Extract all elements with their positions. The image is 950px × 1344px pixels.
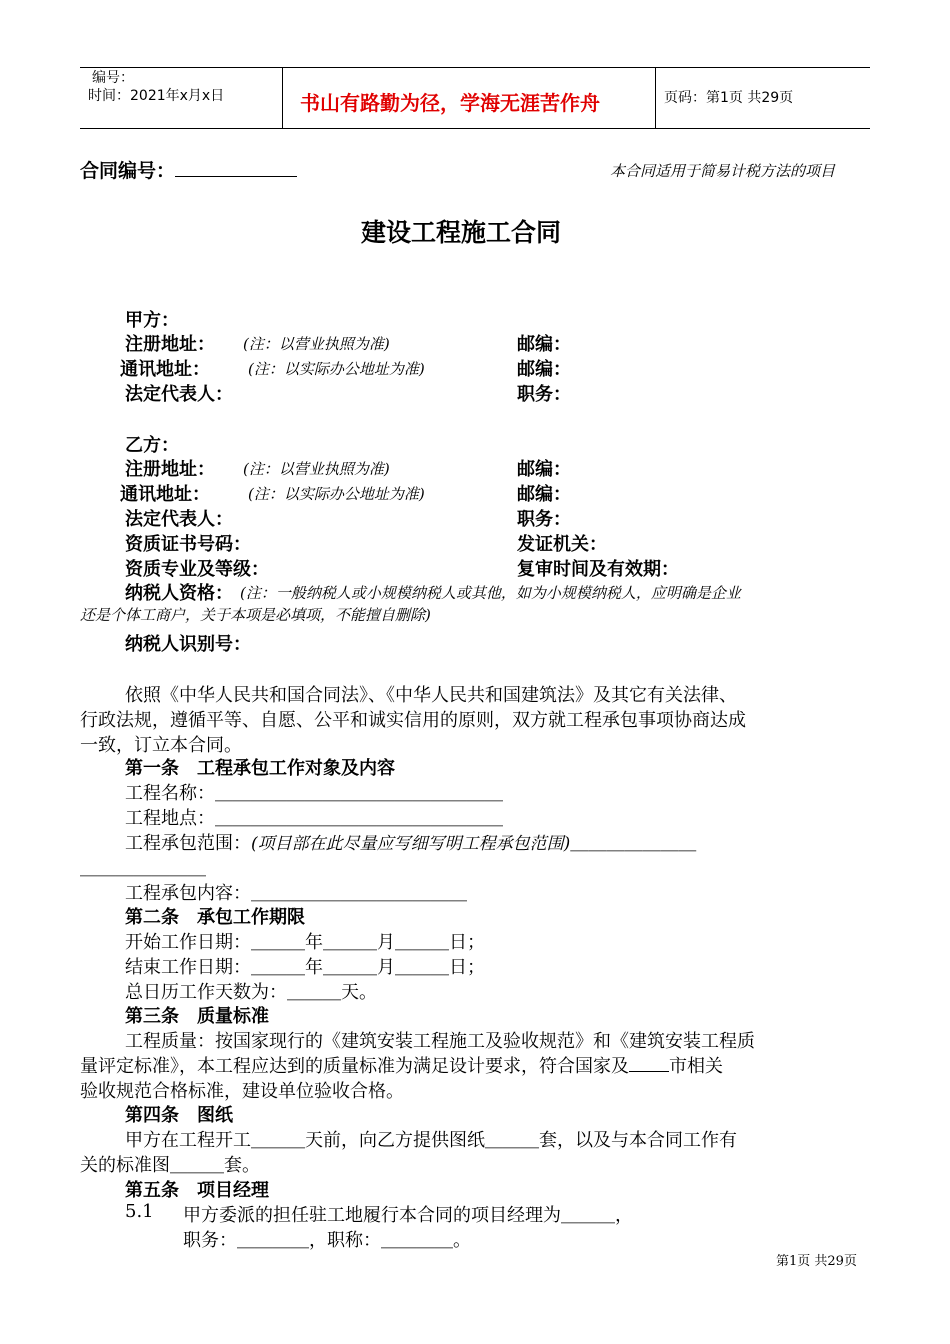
article-1-scope-blank-cont: ＿＿＿＿＿＿＿ xyxy=(80,858,206,879)
header-time: 时间：2021年x月x日 xyxy=(88,88,225,104)
party-b-review: 复审时间及有效期： xyxy=(517,559,679,580)
article-1-location: 工程地点：＿＿＿＿＿＿＿＿＿＿＿＿＿＿＿＿ xyxy=(125,808,503,829)
header-number: 编号： xyxy=(92,70,134,86)
preamble-line-1: 依照《中华人民共和国合同法》、《中华人民共和国建筑法》及其它有关法律、 xyxy=(125,685,737,706)
party-a-legal-rep: 法定代表人： xyxy=(125,384,233,405)
article-3-line-1: 工程质量：按国家现行的《建筑安装工程施工及验收规范》和《建筑安装工程质 xyxy=(125,1031,755,1052)
article-3-city-blank xyxy=(629,1054,669,1072)
header-page: 页码：第1页 共29页 xyxy=(664,90,794,106)
party-b-taxpayer-note-1: (注：一般纳税人或小规模纳税人或其他，如为小规模纳税人，应明确是企业 xyxy=(240,584,741,602)
header-bottom-rule xyxy=(80,128,870,129)
party-b-reg-addr: 注册地址： xyxy=(125,459,215,480)
preamble-line-2: 行政法规，遵循平等、自愿、公平和诚实信用的原则，双方就工程承包事项协商达成 xyxy=(80,710,746,731)
party-a-postcode-2: 邮编： xyxy=(517,359,571,380)
contract-number-text: 合同编号： xyxy=(80,160,176,182)
article-1-content: 工程承包内容：＿＿＿＿＿＿＿＿＿＿＿＿ xyxy=(125,883,467,904)
article-3-line-2-tail: 市相关 xyxy=(669,1056,723,1077)
party-b-reg-addr-note: (注：以营业执照为准) xyxy=(243,460,390,478)
contract-number-label xyxy=(80,156,297,183)
page-footer: 第1页 共29页 xyxy=(776,1254,857,1269)
header-motto: 书山有路勤为径，学海无涯苦作舟 xyxy=(300,91,600,115)
party-b-legal-rep: 法定代表人： xyxy=(125,509,233,530)
header-top-rule xyxy=(80,67,870,68)
article-4-heading: 第四条 图纸 xyxy=(125,1105,233,1126)
party-b-taxpayer-id: 纳税人识别号： xyxy=(125,634,251,655)
article-2-heading: 第二条 承包工作期限 xyxy=(125,907,305,928)
article-1-heading: 第一条 工程承包工作对象及内容 xyxy=(125,758,395,779)
party-a-postcode-1: 邮编： xyxy=(517,334,571,355)
preamble-line-3: 一致，订立本合同。 xyxy=(80,735,242,756)
party-a-reg-addr: 注册地址： xyxy=(125,334,215,355)
article-5-item-line-2: 职务：＿＿＿＿，职称：＿＿＿＿。 xyxy=(183,1230,471,1251)
party-b-taxpayer-label: 纳税人资格： xyxy=(125,583,233,604)
contract-number-blank xyxy=(175,158,297,177)
article-1-scope xyxy=(125,829,696,855)
article-1-name: 工程名称：＿＿＿＿＿＿＿＿＿＿＿＿＿＿＿＿ xyxy=(125,783,503,804)
header-divider xyxy=(282,67,283,129)
party-a-position: 职务： xyxy=(517,384,571,405)
party-b-taxpayer-note-2: 还是个体工商户，关于本项是必填项，不能擅自删除) xyxy=(80,606,431,624)
article-1-scope-blank: ＿＿＿＿＿＿＿ xyxy=(570,833,697,854)
article-4-line-2: 关的标准图＿＿＿套。 xyxy=(80,1155,260,1176)
article-3-line-2-text: 量评定标准》，本工程应达到的质量标准为满足设计要求，符合国家及 xyxy=(80,1056,629,1077)
party-b-cert-no: 资质证书号码： xyxy=(125,534,251,555)
article-2-start: 开始工作日期：＿＿＿年＿＿＿月＿＿＿日； xyxy=(125,932,485,953)
article-4-line-1: 甲方在工程开工＿＿＿天前，向乙方提供图纸＿＿＿套，以及与本合同工作有 xyxy=(125,1130,737,1151)
article-2-end: 结束工作日期：＿＿＿年＿＿＿月＿＿＿日； xyxy=(125,957,485,978)
party-b-label: 乙方： xyxy=(125,435,179,456)
party-b-qualification: 资质专业及等级： xyxy=(125,559,269,580)
article-3-line-2 xyxy=(80,1052,723,1078)
party-b-issuer: 发证机关： xyxy=(517,534,607,555)
party-b-comm-addr: 通讯地址： xyxy=(120,484,210,505)
article-1-scope-label: 工程承包范围： xyxy=(125,833,251,854)
party-a-label: 甲方： xyxy=(125,310,179,331)
party-a-comm-addr: 通讯地址： xyxy=(120,359,210,380)
party-b-comm-addr-note: (注：以实际办公地址为准) xyxy=(248,485,425,503)
article-5-item-no: 5.1 xyxy=(125,1201,154,1222)
party-b-postcode-2: 邮编： xyxy=(517,484,571,505)
party-a-comm-addr-note: (注：以实际办公地址为准) xyxy=(248,360,425,378)
party-a-reg-addr-note: (注：以营业执照为准) xyxy=(243,335,390,353)
article-1-scope-note: (项目部在此尽量应写细写明工程承包范围) xyxy=(251,834,571,854)
article-3-line-3: 验收规范合格标准，建设单位验收合格。 xyxy=(80,1081,404,1102)
applicable-note: 本合同适用于简易计税方法的项目 xyxy=(610,162,836,180)
page-title: 建设工程施工合同 xyxy=(361,218,562,247)
article-5-item-text: 甲方委派的担任驻工地履行本合同的项目经理为＿＿＿， xyxy=(183,1205,633,1226)
article-3-heading: 第三条 质量标准 xyxy=(125,1006,269,1027)
party-b-position: 职务： xyxy=(517,509,571,530)
article-5-heading: 第五条 项目经理 xyxy=(125,1180,269,1201)
article-2-total: 总日历工作天数为：＿＿＿天。 xyxy=(125,982,377,1003)
party-b-postcode-1: 邮编： xyxy=(517,459,571,480)
header-divider xyxy=(655,67,656,129)
